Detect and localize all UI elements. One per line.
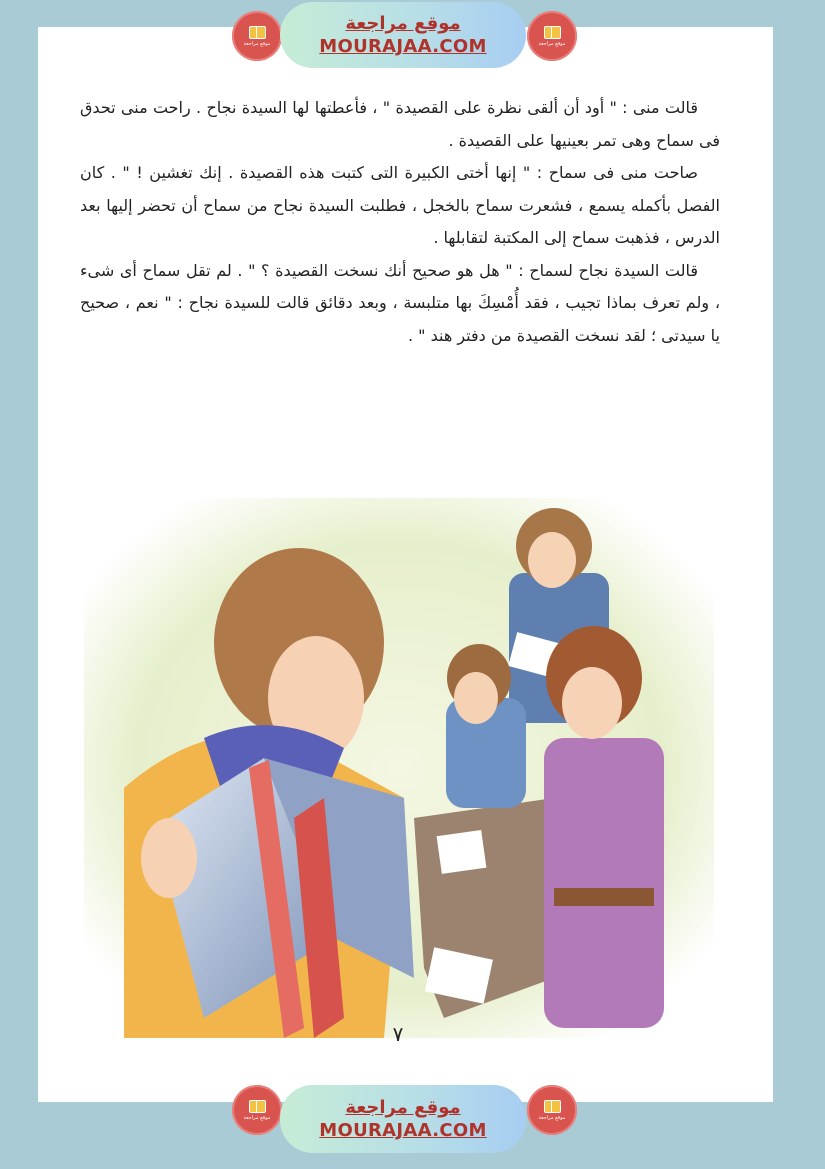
- story-paragraph-3: قالت السيدة نجاح لسماح : " هل هو صحيح أنك نسخت القصيدة ؟ " . لم تقل سماح أى شىء ، ولم تعرف بماذا تجيب ، فقد أُمْسِكَ بها متلبسة ، وبعد دقائق قالت للسيدة نجاح : " نعم ، صحيح يا سيدتى ؛ لقد نسخت القصيدة من دفتر هند " .: [80, 260, 720, 345]
- badge-label: موقع مراجعة: [243, 40, 271, 47]
- footer-banner[interactable]: [280, 1085, 526, 1153]
- header-banner-arabic[interactable]: موقع مراجعة: [345, 13, 461, 34]
- girl-belt: [554, 888, 654, 906]
- badge-label: موقع مراجعة: [243, 1114, 271, 1121]
- logo-badge-bottom-left: [232, 1085, 282, 1135]
- girl-dress: [544, 738, 664, 1028]
- story-paragraph-1: قالت منى : " أود أن ألقى نظرة على القصيدة " ، فأعطتها لها السيدة نجاح . راحت منى تحدق فى سماح وهى تمر بعينيها على القصيدة .: [80, 98, 720, 150]
- paper-sheet: [437, 830, 487, 874]
- story-illustration: [84, 498, 714, 1038]
- story-text: [80, 92, 720, 352]
- teacher-face: [528, 532, 576, 588]
- small-girl-face: [454, 672, 498, 724]
- badge-label: موقع مراجعة: [538, 1114, 566, 1121]
- badge-label: موقع مراجعة: [538, 40, 566, 47]
- book-icon: [544, 26, 561, 39]
- logo-badge-bottom-right: [527, 1085, 577, 1135]
- footer-banner-arabic[interactable]: موقع مراجعة: [345, 1097, 461, 1118]
- page-number: ٧: [392, 1022, 404, 1046]
- woman-hand: [141, 818, 197, 898]
- logo-badge-top-right: [527, 11, 577, 61]
- girl-face: [562, 667, 622, 739]
- book-icon: [249, 1100, 266, 1113]
- footer-banner-english[interactable]: MOURAJAA.COM: [319, 1120, 487, 1141]
- header-banner[interactable]: [280, 2, 526, 68]
- logo-badge-top-left: [232, 11, 282, 61]
- header-banner-english[interactable]: MOURAJAA.COM: [319, 36, 487, 57]
- story-paragraph-2: صاحت منى فى سماح : " إنها أختى الكبيرة التى كتبت هذه القصيدة . إنك تغشين ! " . كان الفصل بأكمله يسمع ، فشعرت سماح بالخجل ، فطلبت السيدة نجاح من سماح أن تحضر إليها بعد الدرس ، فذهبت سماح إلى المكتبة لتقابلها .: [80, 163, 720, 247]
- book-icon: [544, 1100, 561, 1113]
- book-icon: [249, 26, 266, 39]
